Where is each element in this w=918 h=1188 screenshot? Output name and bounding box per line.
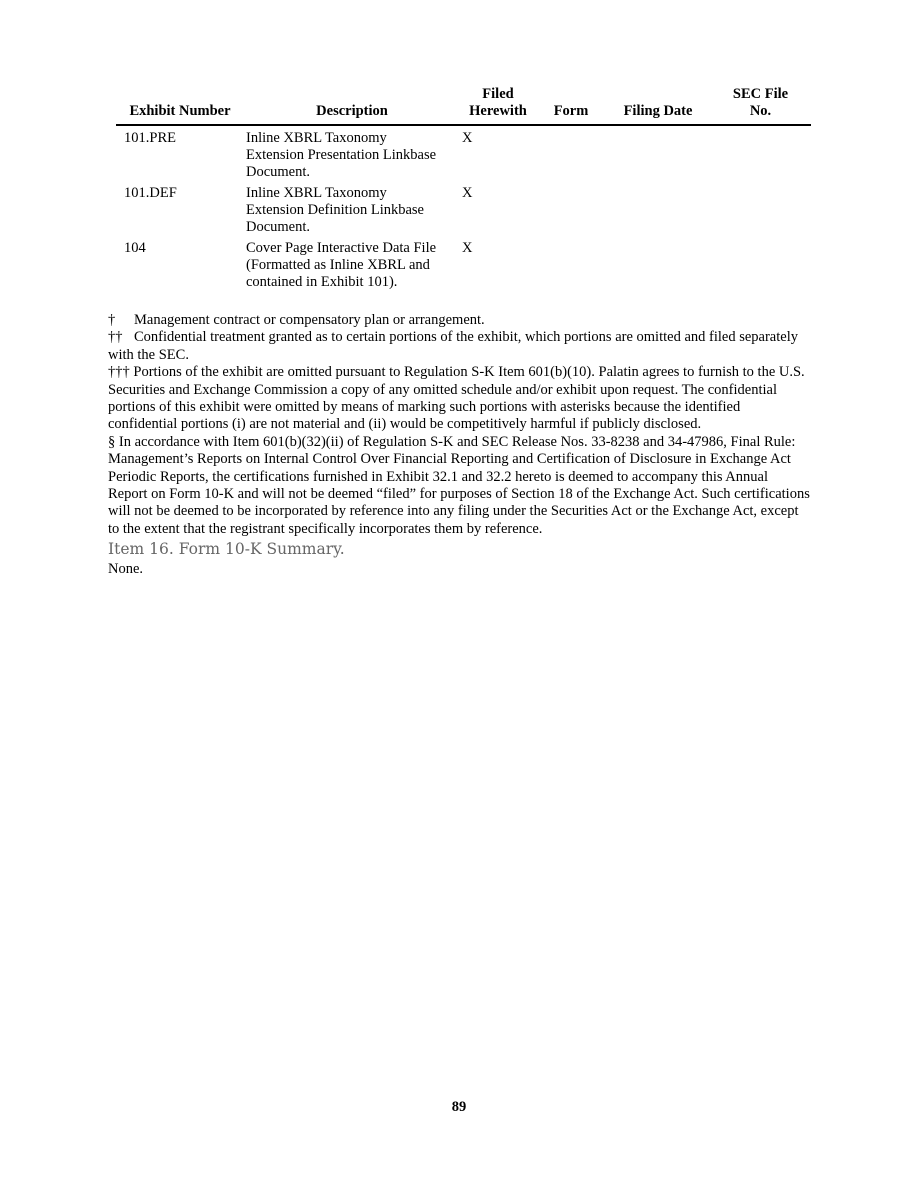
header-sec-line1: SEC File [732, 86, 789, 102]
footnote-text: Portions of the exhibit are omitted pursuant to Regulation S-K Item 601(b)(10). Palatin agrees to furnish to the U.S. Securities and Exchange Commission a copy of any omitted schedule and/or exhibit upon request. The confidential portions of this exhibit were omitted by means of marking such portions with asterisks because the identified confidential portions (i) are not material and (ii) would be competitively harmful if publicly disclosed. [108, 364, 805, 433]
header-filed-herewith [460, 86, 536, 125]
header-filed-line1: Filed [482, 86, 514, 102]
exhibit-table [116, 86, 811, 291]
footnote-text: Confidential treatment granted as to certain portions of the exhibit, which portions are omitted and filed separately with the SEC. [108, 329, 798, 363]
table-row [116, 240, 811, 291]
header-filing-date: Filing Date [606, 86, 710, 125]
sec-file-cell [710, 240, 811, 291]
header-description: Description [244, 86, 460, 125]
header-filed-line2: Herewith [469, 103, 527, 119]
sec-file-cell [710, 185, 811, 236]
footnote-3 [108, 364, 810, 434]
footnote-text: Management contract or compensatory plan or arrangement. [134, 312, 485, 328]
form-cell [536, 130, 606, 181]
header-exhibit-number: Exhibit Number [116, 86, 244, 125]
exhibit-number-cell: 101.DEF [124, 185, 177, 201]
footnote-2 [108, 329, 810, 364]
sec-file-cell [710, 130, 811, 181]
form-cell [536, 240, 606, 291]
filed-herewith-cell: X [462, 185, 473, 201]
filed-herewith-cell: X [462, 240, 473, 256]
filing-date-cell [606, 130, 710, 181]
filed-herewith-cell: X [462, 130, 473, 146]
header-form: Form [536, 86, 606, 125]
footnote-marker: § [108, 433, 116, 450]
page-number: 89 [451, 1099, 467, 1115]
footnote-4 [108, 434, 810, 538]
footnotes [108, 312, 810, 538]
form-cell [536, 185, 606, 236]
table-row [116, 185, 811, 236]
exhibit-number-cell: 101.PRE [124, 130, 176, 146]
description-cell: Inline XBRL Taxonomy Extension Definition Linkbase Document. [246, 185, 424, 235]
filing-date-cell [606, 240, 710, 291]
description-cell: Inline XBRL Taxonomy Extension Presentation Linkbase Document. [246, 130, 437, 180]
footnote-text: In accordance with Item 601(b)(32)(ii) of Regulation S-K and SEC Release Nos. 33-8238 and 34-47986, Final Rule: Management’s Reports on Internal Control Over Financial Reporting and Certification of Disclosure in Exchange Act Periodic Reports, the certifications furnished in Exhibit 32.1 and 32.2 hereto is deemed to accompany this Annual Report on Form 10-K and will not be deemed “filed” for purposes of Section 18 of the Exchange Act. Such certifications will not be deemed to be incorporated by reference into any filing under the Securities Act or the Exchange Act, except to the extent that the registrant specifically incorporates them by reference. [108, 433, 810, 537]
footnote-marker: † [108, 312, 116, 328]
footnote-marker: ††† [108, 364, 130, 381]
description-cell: Cover Page Interactive Data File (Formatted as Inline XBRL and contained in Exhibit 101). [246, 240, 437, 290]
footnote-1 [108, 312, 810, 329]
filing-date-cell [606, 185, 710, 236]
table-row [116, 130, 811, 181]
exhibit-number-cell: 104 [124, 240, 146, 256]
header-sec-line2: No. [749, 103, 772, 119]
item-16-body: None. [108, 561, 144, 577]
item-16-heading: Item 16. Form 10-K Summary. [108, 540, 345, 558]
footnote-marker: †† [108, 329, 123, 346]
header-sec-file-no [710, 86, 811, 125]
table-header-row [116, 86, 811, 125]
